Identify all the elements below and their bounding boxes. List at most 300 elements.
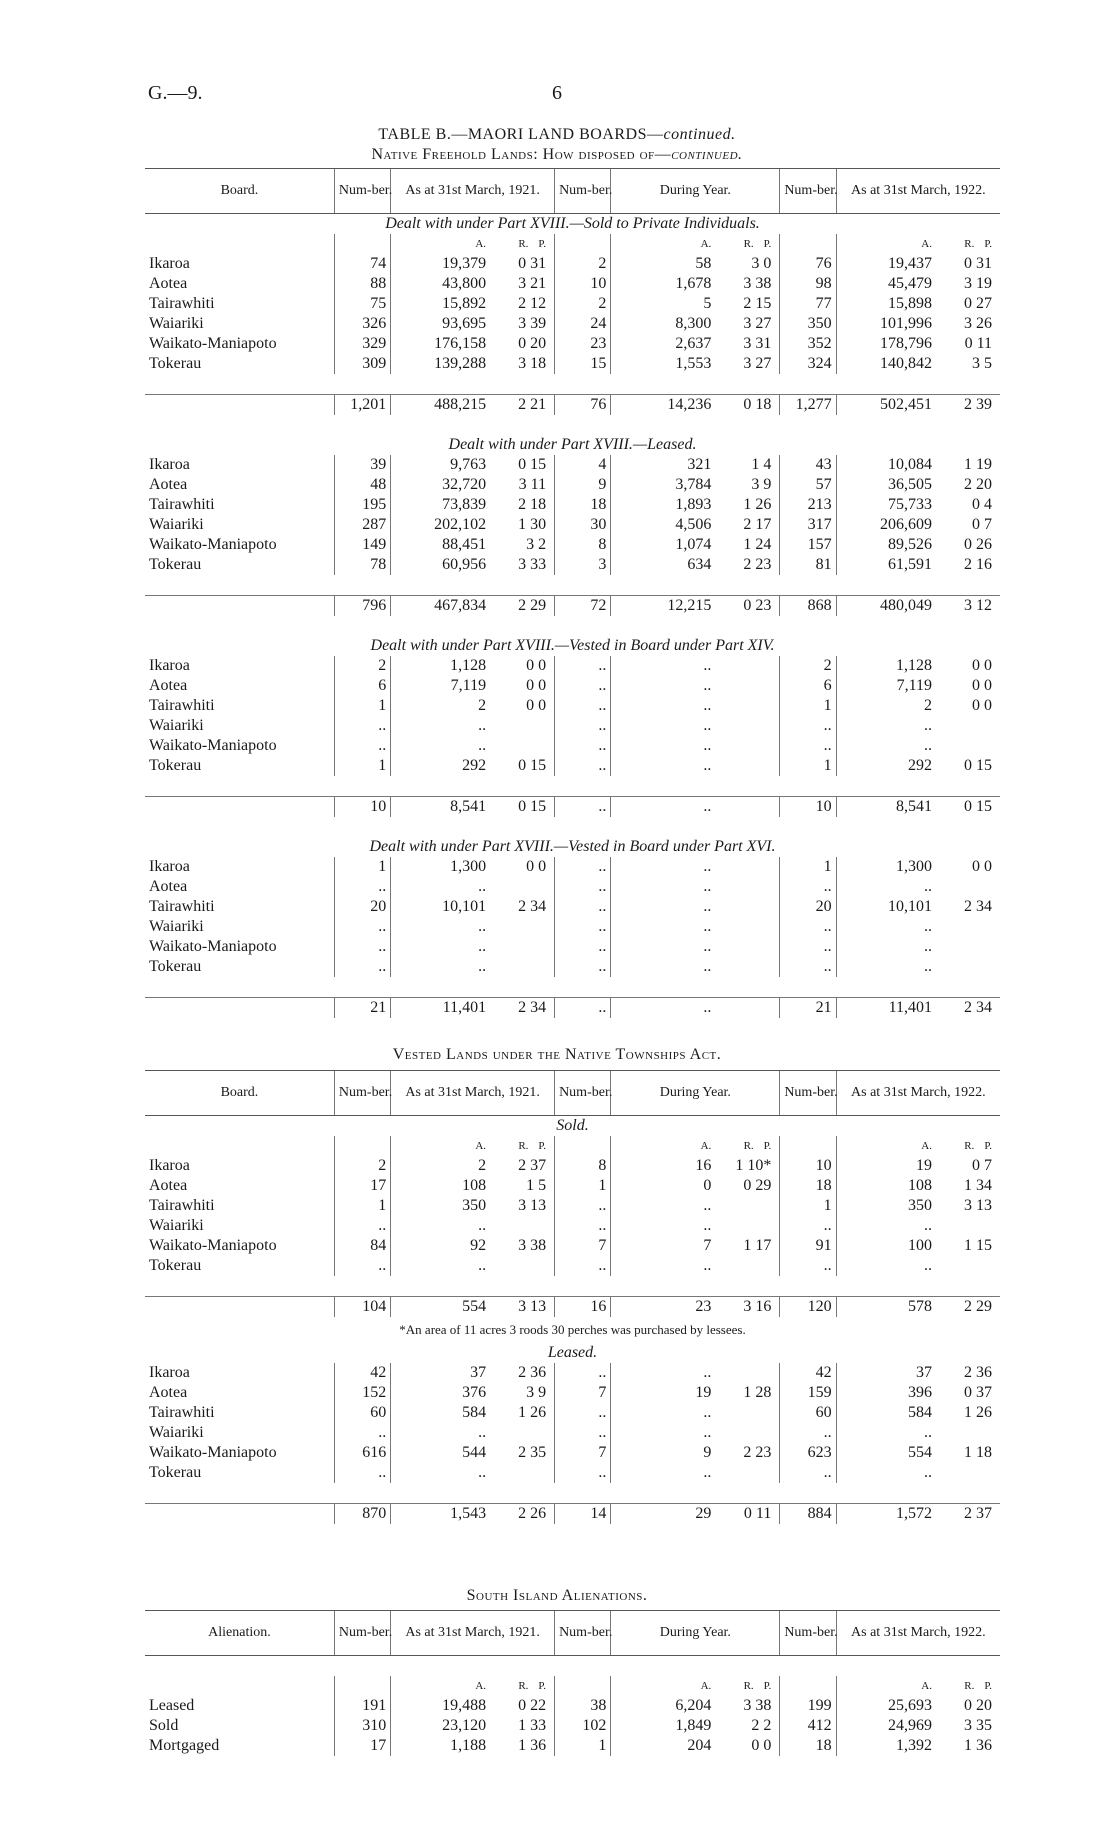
cell-number: 120 xyxy=(780,1297,836,1318)
col-board: Board. xyxy=(145,1071,334,1116)
cell-acres: 15,892 xyxy=(442,295,487,312)
cell-number: 77 xyxy=(780,294,836,314)
cell-area xyxy=(836,656,1000,676)
col-during-year: During Year. xyxy=(611,1071,780,1116)
cell-acres: 1,300 xyxy=(450,858,487,875)
cell-number: .. xyxy=(334,917,390,937)
row-label: Ikaroa xyxy=(149,255,190,272)
cell-acres: 5 xyxy=(703,295,712,312)
cell-number: 326 xyxy=(334,314,390,334)
cell-area xyxy=(391,1736,555,1756)
row-label: Waiariki xyxy=(149,717,204,734)
cell-number: .. xyxy=(555,676,611,696)
row-label: Aotea xyxy=(149,1384,188,1401)
cell-acres: 6,204 xyxy=(675,1697,712,1714)
cell-area xyxy=(836,354,1000,374)
cell-acres: .. xyxy=(478,717,487,734)
unit-perches: P. xyxy=(538,238,547,250)
unit-acres: A. xyxy=(700,1140,712,1152)
cell-area xyxy=(391,596,555,617)
table-row xyxy=(145,676,1000,696)
unit-perches: P. xyxy=(538,1140,547,1152)
cell-roods-perches: 3 39 xyxy=(518,315,547,332)
table-row xyxy=(145,696,1000,716)
cell-acres: 60,956 xyxy=(442,556,487,573)
table-row xyxy=(145,1236,1000,1256)
cell-number: 75 xyxy=(334,294,390,314)
table-row xyxy=(145,1383,1000,1403)
cell-acres: 7,119 xyxy=(450,677,487,694)
cell-acres: 9 xyxy=(703,1444,712,1461)
cell-number: .. xyxy=(780,716,836,736)
cell-roods-perches: 0 0 xyxy=(751,1737,772,1754)
cell-area xyxy=(611,756,780,776)
cell-number: 9 xyxy=(555,475,611,495)
cell-area xyxy=(611,716,780,736)
cell-area xyxy=(391,1696,555,1716)
subsection-title: Dealt with under Part XVIII.—Vested in Board under Part XIV. xyxy=(370,637,775,654)
col-board: Board. xyxy=(145,169,334,214)
cell-acres: 58 xyxy=(695,255,712,272)
cell-acres: 488,215 xyxy=(434,396,487,413)
cell-number: 104 xyxy=(334,1297,390,1318)
cell-acres: 25,693 xyxy=(888,1697,932,1714)
cell-area xyxy=(836,1156,1000,1176)
cell-area xyxy=(611,696,780,716)
cell-number: 623 xyxy=(780,1443,836,1463)
south-island-body xyxy=(145,1656,1000,1757)
cell-roods-perches: 3 13 xyxy=(518,1197,547,1214)
cell-area xyxy=(391,676,555,696)
spacer-row xyxy=(145,575,1000,596)
unit-roods: R. xyxy=(964,1680,975,1692)
cell-acres: 1,392 xyxy=(896,1737,932,1754)
cell-number: .. xyxy=(555,736,611,756)
cell-number: 102 xyxy=(555,1716,611,1736)
cell-number: 310 xyxy=(334,1716,390,1736)
cell-acres: 36,505 xyxy=(888,476,932,493)
table-subtitle xyxy=(0,146,1114,164)
unit-roods-perches xyxy=(932,1136,996,1156)
cell-roods-perches: 1 4 xyxy=(751,456,772,473)
cell-number: 195 xyxy=(334,495,390,515)
cell-area xyxy=(836,535,1000,555)
table-row xyxy=(145,917,1000,937)
cell-number: 39 xyxy=(334,455,390,475)
table-row xyxy=(145,736,1000,756)
cell-number: 7 xyxy=(555,1383,611,1403)
cell-number: .. xyxy=(555,1363,611,1383)
cell-number: 317 xyxy=(780,515,836,535)
cell-number: .. xyxy=(334,937,390,957)
cell-number: 10 xyxy=(555,274,611,294)
cell-roods-perches: 0 15 xyxy=(518,798,547,815)
cell-number: 6 xyxy=(334,676,390,696)
cell-area xyxy=(391,937,555,957)
unit-labels xyxy=(611,1136,780,1156)
cell-roods-perches: 0 15 xyxy=(518,757,547,774)
subsection-title-row xyxy=(145,636,1000,656)
cell-acres: .. xyxy=(924,1217,932,1234)
cell-area xyxy=(391,656,555,676)
cell-roods-perches: 3 16 xyxy=(743,1298,772,1315)
cell-acres: 108 xyxy=(462,1177,487,1194)
cell-roods-perches: 2 21 xyxy=(518,396,547,413)
cell-acres: 0 xyxy=(703,1177,712,1194)
cell-roods-perches: 0 22 xyxy=(518,1697,547,1714)
cell-roods-perches: 2 15 xyxy=(743,295,772,312)
cell-area xyxy=(611,535,780,555)
cell-number: .. xyxy=(780,937,836,957)
spacer-cell xyxy=(145,776,1000,797)
row-label: Ikaroa xyxy=(149,1157,190,1174)
cell-area xyxy=(836,254,1000,274)
spacer-cell xyxy=(145,817,1000,837)
cell-area xyxy=(391,555,555,575)
cell-roods-perches: 0 15 xyxy=(964,757,992,774)
cell-number: 352 xyxy=(780,334,836,354)
cell-acres: 11,401 xyxy=(442,999,487,1016)
cell-acres: 350 xyxy=(462,1197,487,1214)
table-row xyxy=(145,897,1000,917)
col-number-1921: Num-ber. xyxy=(334,1071,390,1116)
cell-area xyxy=(611,1443,780,1463)
table-row xyxy=(145,857,1000,877)
cell-roods-perches: 2 29 xyxy=(964,1298,992,1315)
cell-number: 17 xyxy=(334,1176,390,1196)
cell-acres: 10,101 xyxy=(442,898,487,915)
spacer-cell xyxy=(145,977,1000,998)
table-subtitle-continued: continued. xyxy=(671,146,743,163)
row-label: Mortgaged xyxy=(149,1737,220,1754)
cell-number: 4 xyxy=(555,455,611,475)
cell-number: .. xyxy=(555,696,611,716)
cell-number: 23 xyxy=(555,334,611,354)
col-alienation: Alienation. xyxy=(145,1611,334,1656)
cell-area xyxy=(391,998,555,1019)
row-label: Tairawhiti xyxy=(149,1197,215,1214)
cell-area xyxy=(611,254,780,274)
cell-area xyxy=(836,1696,1000,1716)
cell-number: .. xyxy=(334,736,390,756)
footnote: *An area of 11 acres 3 roods 30 perches was purchased by lessees. xyxy=(399,1322,746,1337)
spacer-row xyxy=(145,374,1000,395)
cell-acres: .. xyxy=(924,717,932,734)
cell-acres: 204 xyxy=(687,1737,712,1754)
cell-area xyxy=(611,957,780,977)
row-label: Ikaroa xyxy=(149,1364,190,1381)
unit-acres: A. xyxy=(700,238,712,250)
cell-number: 74 xyxy=(334,254,390,274)
cell-roods-perches: 3 27 xyxy=(743,315,772,332)
cell-roods-perches: 1 34 xyxy=(964,1177,992,1194)
cell-number: 2 xyxy=(555,294,611,314)
cell-roods-perches: 1 36 xyxy=(964,1737,992,1754)
cell-roods-perches: 0 0 xyxy=(526,858,547,875)
row-label: Tairawhiti xyxy=(149,697,215,714)
cell-acres: 292 xyxy=(462,757,487,774)
cell-roods-perches: 1 36 xyxy=(518,1737,547,1754)
cell-area xyxy=(391,294,555,314)
cell-acres: 321 xyxy=(687,456,712,473)
cell-roods-perches: 0 0 xyxy=(972,697,992,714)
total-row xyxy=(145,797,1000,818)
spacer-cell xyxy=(145,616,1000,636)
cell-acres: .. xyxy=(703,1364,712,1381)
cell-number: 1 xyxy=(780,857,836,877)
cell-roods-perches: 0 31 xyxy=(518,255,547,272)
cell-number: .. xyxy=(555,998,611,1019)
total-label xyxy=(145,596,334,617)
table-title-continued: continued. xyxy=(663,126,736,143)
cell-area xyxy=(836,917,1000,937)
row-label: Tairawhiti xyxy=(149,898,215,915)
cell-roods-perches: 3 5 xyxy=(972,355,992,372)
unit-header-row xyxy=(145,1676,1000,1696)
cell-number: 91 xyxy=(780,1236,836,1256)
cell-acres: .. xyxy=(478,938,487,955)
cell-area xyxy=(611,1156,780,1176)
cell-acres: .. xyxy=(478,878,487,895)
table-row xyxy=(145,756,1000,776)
cell-roods-perches: 0 4 xyxy=(972,496,992,513)
cell-roods-perches: 1 18 xyxy=(964,1444,992,1461)
cell-number: 1 xyxy=(780,756,836,776)
cell-roods-perches: 2 29 xyxy=(518,597,547,614)
spacer-cell xyxy=(145,415,1000,435)
col-number-during: Num-ber. xyxy=(555,1071,611,1116)
row-label: Aotea xyxy=(149,476,188,493)
cell-roods-perches: 0 20 xyxy=(518,335,547,352)
unit-acres: A. xyxy=(475,238,487,250)
cell-area xyxy=(611,354,780,374)
cell-area xyxy=(836,937,1000,957)
row-label: Waiariki xyxy=(149,918,204,935)
cell-acres: .. xyxy=(703,677,712,694)
row-label: Waikato-Maniapoto xyxy=(149,1237,277,1254)
cell-roods-perches: 2 23 xyxy=(743,556,772,573)
col-as-at-1922: As at 31st March, 1922. xyxy=(836,1611,1000,1656)
cell-area xyxy=(611,334,780,354)
cell-acres: 2 xyxy=(924,697,932,714)
cell-acres: 15,898 xyxy=(888,295,932,312)
cell-area xyxy=(836,1403,1000,1423)
cell-area xyxy=(836,274,1000,294)
cell-acres: .. xyxy=(703,999,712,1016)
cell-area xyxy=(391,1403,555,1423)
cell-roods-perches: 2 16 xyxy=(964,556,992,573)
cell-area xyxy=(391,1716,555,1736)
footnote-row xyxy=(145,1317,1000,1343)
row-label: Waikato-Maniapoto xyxy=(149,938,277,955)
cell-area xyxy=(611,596,780,617)
cell-area xyxy=(611,937,780,957)
cell-area xyxy=(836,1196,1000,1216)
row-label: Sold xyxy=(149,1717,179,1734)
cell-area xyxy=(391,274,555,294)
cell-number: 159 xyxy=(780,1383,836,1403)
unit-labels xyxy=(836,1676,1000,1696)
cell-acres: 101,996 xyxy=(880,315,932,332)
cell-number: 24 xyxy=(555,314,611,334)
subsection-title-row xyxy=(145,1343,1000,1363)
cell-roods-perches: 3 19 xyxy=(964,275,992,292)
cell-acres: 89,526 xyxy=(888,536,932,553)
cell-acres: 1,074 xyxy=(675,536,712,553)
cell-area xyxy=(391,515,555,535)
row-label: Tairawhiti xyxy=(149,295,215,312)
cell-area xyxy=(836,797,1000,818)
subsection-title-row xyxy=(145,1116,1000,1137)
cell-roods-perches: 0 0 xyxy=(972,858,992,875)
cell-acres: 7,119 xyxy=(896,677,932,694)
unit-labels xyxy=(836,234,1000,254)
total-label xyxy=(145,998,334,1019)
cell-number: .. xyxy=(780,736,836,756)
cell-area xyxy=(611,395,780,416)
row-label: Tokerau xyxy=(149,958,202,975)
cell-roods-perches: 0 0 xyxy=(972,677,992,694)
cell-roods-perches: 1 26 xyxy=(964,1404,992,1421)
cell-acres: .. xyxy=(703,757,712,774)
cell-number: 8 xyxy=(555,1156,611,1176)
cell-area xyxy=(391,254,555,274)
table-row xyxy=(145,1363,1000,1383)
cell-area xyxy=(611,455,780,475)
native-freehold-body xyxy=(145,214,1000,1019)
cell-acres: .. xyxy=(703,938,712,955)
cell-acres: .. xyxy=(703,1464,712,1481)
cell-number: 60 xyxy=(780,1403,836,1423)
cell-acres: 502,451 xyxy=(880,396,932,413)
unit-blank xyxy=(145,1136,334,1156)
unit-blank xyxy=(555,234,611,254)
cell-area xyxy=(391,877,555,897)
cell-roods-perches: 3 27 xyxy=(743,355,772,372)
cell-number: .. xyxy=(334,1463,390,1483)
cell-area xyxy=(611,1423,780,1443)
cell-acres: .. xyxy=(478,1464,487,1481)
col-number-1922: Num-ber. xyxy=(780,1071,836,1116)
cell-number: 43 xyxy=(780,455,836,475)
cell-number: 57 xyxy=(780,475,836,495)
cell-number: 1 xyxy=(334,696,390,716)
cell-number: 2 xyxy=(555,254,611,274)
table-row xyxy=(145,1716,1000,1736)
cell-number: .. xyxy=(780,957,836,977)
cell-roods-perches: 2 18 xyxy=(518,496,547,513)
unit-roods: R. xyxy=(518,1680,529,1692)
cell-acres: 1,553 xyxy=(675,355,712,372)
table-row xyxy=(145,274,1000,294)
cell-acres: 2 xyxy=(478,1157,487,1174)
cell-area xyxy=(611,1463,780,1483)
unit-labels xyxy=(391,1676,555,1696)
row-label: Ikaroa xyxy=(149,657,190,674)
subsection-title-row xyxy=(145,435,1000,455)
cell-number: 38 xyxy=(555,1696,611,1716)
cell-acres: 139,288 xyxy=(434,355,487,372)
cell-acres: 43,800 xyxy=(442,275,487,292)
table-row xyxy=(145,294,1000,314)
cell-number: .. xyxy=(780,877,836,897)
cell-acres: .. xyxy=(703,737,712,754)
cell-roods-perches: 3 31 xyxy=(743,335,772,352)
cell-roods-perches: 0 0 xyxy=(526,657,547,674)
cell-area xyxy=(611,515,780,535)
unit-labels xyxy=(391,234,555,254)
total-row xyxy=(145,998,1000,1019)
cell-roods-perches: 3 11 xyxy=(518,476,547,493)
col-as-at-1921: As at 31st March, 1921. xyxy=(391,1611,555,1656)
cell-area xyxy=(611,656,780,676)
cell-acres: .. xyxy=(703,878,712,895)
cell-acres: .. xyxy=(703,1404,712,1421)
col-number-during: Num-ber. xyxy=(555,1611,611,1656)
row-label: Tokerau xyxy=(149,1257,202,1274)
cell-number: 796 xyxy=(334,596,390,617)
row-label: Tairawhiti xyxy=(149,1404,215,1421)
cell-area xyxy=(391,857,555,877)
table-row xyxy=(145,1156,1000,1176)
cell-number: 213 xyxy=(780,495,836,515)
cell-area xyxy=(836,455,1000,475)
spacer-row xyxy=(145,616,1000,636)
cell-acres: .. xyxy=(478,1217,487,1234)
row-label: Waikato-Maniapoto xyxy=(149,1444,277,1461)
spacer-row xyxy=(145,1656,1000,1677)
cell-number: 10 xyxy=(780,797,836,818)
cell-area xyxy=(836,475,1000,495)
unit-blank xyxy=(780,1136,836,1156)
unit-perches: P. xyxy=(763,1140,772,1152)
cell-area xyxy=(836,957,1000,977)
cell-number: 88 xyxy=(334,274,390,294)
cell-acres: 9,763 xyxy=(450,456,487,473)
cell-area xyxy=(391,354,555,374)
unit-blank xyxy=(780,234,836,254)
spacer-row xyxy=(145,977,1000,998)
cell-area xyxy=(836,676,1000,696)
table-row xyxy=(145,475,1000,495)
cell-number: 17 xyxy=(334,1736,390,1756)
cell-roods-perches: 3 33 xyxy=(518,556,547,573)
cell-area xyxy=(611,1176,780,1196)
cell-area xyxy=(836,294,1000,314)
cell-acres: 1,128 xyxy=(896,657,932,674)
col-number-during: Num-ber. xyxy=(555,169,611,214)
cell-area xyxy=(836,395,1000,416)
table-row xyxy=(145,656,1000,676)
cell-area xyxy=(611,1196,780,1216)
unit-blank xyxy=(555,1136,611,1156)
cell-area xyxy=(391,1176,555,1196)
cell-roods-perches: 0 23 xyxy=(743,597,772,614)
cell-roods-perches: 1 24 xyxy=(743,536,772,553)
cell-number: 152 xyxy=(334,1383,390,1403)
cell-acres: .. xyxy=(703,858,712,875)
cell-acres: .. xyxy=(703,1217,712,1234)
cell-acres: 1,893 xyxy=(675,496,712,513)
row-label: Waikato-Maniapoto xyxy=(149,536,277,553)
document-reference: G.—9. xyxy=(148,82,203,104)
col-as-at-1921: As at 31st March, 1921. xyxy=(391,169,555,214)
cell-roods-perches: 3 12 xyxy=(964,597,992,614)
cell-number: 76 xyxy=(555,395,611,416)
unit-acres: A. xyxy=(921,238,932,250)
cell-number: 14 xyxy=(555,1504,611,1525)
cell-roods-perches: 0 27 xyxy=(964,295,992,312)
